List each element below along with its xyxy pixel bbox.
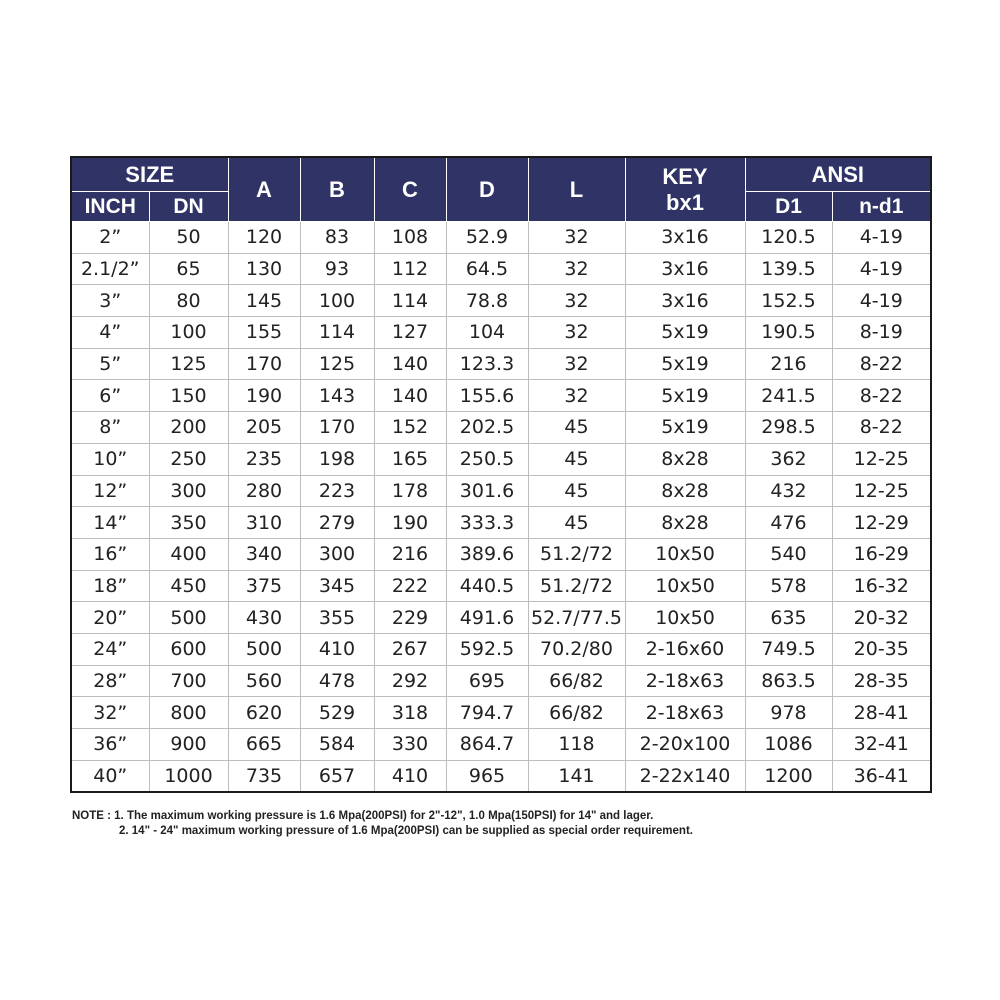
cell-a: 130 [228, 253, 300, 285]
cell-dn: 450 [149, 570, 228, 602]
table-row [71, 729, 931, 761]
cell-a: 120 [228, 222, 300, 254]
cell-d1: 1200 [745, 760, 832, 792]
cell-d: 78.8 [446, 285, 528, 317]
cell-nd1: 36-41 [832, 760, 931, 792]
table-row [71, 285, 931, 317]
header-dn: DN [149, 192, 228, 222]
cell-dn: 65 [149, 253, 228, 285]
cell-d: 965 [446, 760, 528, 792]
table-row [71, 665, 931, 697]
cell-d: 389.6 [446, 538, 528, 570]
table-row [71, 380, 931, 412]
cell-inch: 14” [71, 507, 149, 539]
cell-c: 165 [374, 443, 446, 475]
cell-a: 235 [228, 443, 300, 475]
cell-b: 125 [300, 348, 374, 380]
cell-c: 127 [374, 317, 446, 349]
cell-d1: 298.5 [745, 412, 832, 444]
cell-dn: 500 [149, 602, 228, 634]
cell-d: 52.9 [446, 222, 528, 254]
cell-d1: 635 [745, 602, 832, 634]
cell-a: 170 [228, 348, 300, 380]
table-row [71, 570, 931, 602]
cell-a: 665 [228, 729, 300, 761]
cell-b: 529 [300, 697, 374, 729]
header-b: B [300, 157, 374, 222]
cell-key: 2-18x63 [625, 665, 745, 697]
cell-a: 155 [228, 317, 300, 349]
cell-inch: 24” [71, 633, 149, 665]
cell-nd1: 20-35 [832, 633, 931, 665]
cell-d1: 1086 [745, 729, 832, 761]
cell-key: 10x50 [625, 602, 745, 634]
cell-key: 10x50 [625, 538, 745, 570]
table-row [71, 222, 931, 254]
cell-d1: 476 [745, 507, 832, 539]
cell-dn: 150 [149, 380, 228, 412]
cell-l: 32 [528, 348, 625, 380]
cell-key: 5x19 [625, 412, 745, 444]
cell-inch: 3” [71, 285, 149, 317]
cell-l: 45 [528, 443, 625, 475]
cell-d1: 216 [745, 348, 832, 380]
cell-c: 222 [374, 570, 446, 602]
cell-dn: 700 [149, 665, 228, 697]
cell-nd1: 8-19 [832, 317, 931, 349]
cell-key: 2-18x63 [625, 697, 745, 729]
cell-inch: 8” [71, 412, 149, 444]
cell-b: 657 [300, 760, 374, 792]
cell-key: 8x28 [625, 443, 745, 475]
cell-c: 112 [374, 253, 446, 285]
cell-dn: 400 [149, 538, 228, 570]
cell-dn: 200 [149, 412, 228, 444]
cell-d: 864.7 [446, 729, 528, 761]
cell-dn: 600 [149, 633, 228, 665]
cell-l: 32 [528, 317, 625, 349]
cell-l: 66/82 [528, 665, 625, 697]
header-key [625, 157, 745, 222]
cell-d: 202.5 [446, 412, 528, 444]
cell-l: 32 [528, 253, 625, 285]
header-nd1: n-d1 [832, 192, 931, 222]
cell-inch: 18” [71, 570, 149, 602]
cell-a: 145 [228, 285, 300, 317]
cell-l: 32 [528, 380, 625, 412]
cell-dn: 300 [149, 475, 228, 507]
cell-nd1: 28-41 [832, 697, 931, 729]
cell-d: 123.3 [446, 348, 528, 380]
cell-dn: 250 [149, 443, 228, 475]
cell-d: 104 [446, 317, 528, 349]
cell-nd1: 4-19 [832, 222, 931, 254]
cell-d1: 120.5 [745, 222, 832, 254]
cell-a: 620 [228, 697, 300, 729]
cell-d1: 190.5 [745, 317, 832, 349]
cell-l: 66/82 [528, 697, 625, 729]
cell-l: 32 [528, 222, 625, 254]
cell-d: 695 [446, 665, 528, 697]
note-line-1: NOTE : 1. The maximum working pressure is 1.6 Mpa(200PSI) for 2"-12", 1.0 Mpa(150PSI) for 14" and lager. [72, 810, 654, 822]
cell-d: 301.6 [446, 475, 528, 507]
cell-c: 140 [374, 348, 446, 380]
cell-nd1: 16-32 [832, 570, 931, 602]
cell-key: 3x16 [625, 253, 745, 285]
cell-b: 584 [300, 729, 374, 761]
cell-d: 250.5 [446, 443, 528, 475]
cell-b: 198 [300, 443, 374, 475]
cell-nd1: 12-25 [832, 475, 931, 507]
cell-b: 478 [300, 665, 374, 697]
cell-d1: 152.5 [745, 285, 832, 317]
cell-key: 10x50 [625, 570, 745, 602]
cell-l: 118 [528, 729, 625, 761]
cell-key: 5x19 [625, 317, 745, 349]
cell-inch: 2” [71, 222, 149, 254]
cell-nd1: 4-19 [832, 285, 931, 317]
cell-nd1: 8-22 [832, 380, 931, 412]
cell-d: 333.3 [446, 507, 528, 539]
cell-inch: 2.1/2” [71, 253, 149, 285]
cell-nd1: 32-41 [832, 729, 931, 761]
header-a: A [228, 157, 300, 222]
cell-b: 170 [300, 412, 374, 444]
cell-dn: 100 [149, 317, 228, 349]
cell-nd1: 16-29 [832, 538, 931, 570]
header-ansi: ANSI [745, 157, 931, 192]
cell-nd1: 12-25 [832, 443, 931, 475]
cell-inch: 28” [71, 665, 149, 697]
table-row [71, 697, 931, 729]
table-row [71, 507, 931, 539]
table-row [71, 633, 931, 665]
cell-key: 8x28 [625, 507, 745, 539]
cell-l: 52.7/77.5 [528, 602, 625, 634]
cell-b: 143 [300, 380, 374, 412]
cell-inch: 5” [71, 348, 149, 380]
cell-inch: 12” [71, 475, 149, 507]
cell-nd1: 8-22 [832, 412, 931, 444]
cell-a: 205 [228, 412, 300, 444]
cell-key: 8x28 [625, 475, 745, 507]
cell-c: 410 [374, 760, 446, 792]
table-row [71, 412, 931, 444]
cell-l: 32 [528, 285, 625, 317]
cell-inch: 32” [71, 697, 149, 729]
cell-a: 375 [228, 570, 300, 602]
cell-c: 152 [374, 412, 446, 444]
table-row [71, 602, 931, 634]
table-row [71, 317, 931, 349]
cell-dn: 50 [149, 222, 228, 254]
header-l: L [528, 157, 625, 222]
cell-l: 51.2/72 [528, 570, 625, 602]
table-header [71, 157, 931, 222]
cell-d1: 432 [745, 475, 832, 507]
cell-c: 114 [374, 285, 446, 317]
cell-inch: 20” [71, 602, 149, 634]
cell-a: 310 [228, 507, 300, 539]
note-line-2: 2. 14" - 24" maximum working pressure of 1.6 Mpa(200PSI) can be supplied as special order requirement. [119, 825, 693, 837]
cell-d1: 540 [745, 538, 832, 570]
cell-dn: 125 [149, 348, 228, 380]
cell-inch: 16” [71, 538, 149, 570]
cell-inch: 40” [71, 760, 149, 792]
dimension-table [70, 156, 932, 793]
table-row [71, 253, 931, 285]
cell-key: 2-20x100 [625, 729, 745, 761]
cell-c: 108 [374, 222, 446, 254]
table-row [71, 475, 931, 507]
cell-l: 70.2/80 [528, 633, 625, 665]
header-key-sub: bx1 [666, 189, 704, 215]
header-inch: INCH [71, 192, 149, 222]
cell-d: 794.7 [446, 697, 528, 729]
cell-b: 223 [300, 475, 374, 507]
cell-b: 279 [300, 507, 374, 539]
cell-c: 292 [374, 665, 446, 697]
cell-nd1: 28-35 [832, 665, 931, 697]
cell-a: 560 [228, 665, 300, 697]
cell-a: 190 [228, 380, 300, 412]
cell-a: 500 [228, 633, 300, 665]
header-d1: D1 [745, 192, 832, 222]
cell-b: 410 [300, 633, 374, 665]
cell-inch: 6” [71, 380, 149, 412]
cell-d: 155.6 [446, 380, 528, 412]
table-row [71, 348, 931, 380]
cell-nd1: 4-19 [832, 253, 931, 285]
cell-d: 491.6 [446, 602, 528, 634]
cell-b: 114 [300, 317, 374, 349]
cell-inch: 36” [71, 729, 149, 761]
cell-l: 45 [528, 475, 625, 507]
header-c: C [374, 157, 446, 222]
table-row [71, 538, 931, 570]
cell-d1: 139.5 [745, 253, 832, 285]
cell-key: 2-22x140 [625, 760, 745, 792]
cell-a: 430 [228, 602, 300, 634]
cell-b: 93 [300, 253, 374, 285]
cell-b: 300 [300, 538, 374, 570]
cell-d1: 863.5 [745, 665, 832, 697]
cell-inch: 10” [71, 443, 149, 475]
table-row [71, 760, 931, 792]
cell-dn: 900 [149, 729, 228, 761]
cell-dn: 80 [149, 285, 228, 317]
cell-dn: 1000 [149, 760, 228, 792]
cell-c: 178 [374, 475, 446, 507]
cell-d1: 749.5 [745, 633, 832, 665]
cell-key: 5x19 [625, 348, 745, 380]
cell-d: 64.5 [446, 253, 528, 285]
cell-key: 2-16x60 [625, 633, 745, 665]
cell-dn: 350 [149, 507, 228, 539]
header-d: D [446, 157, 528, 222]
notes-block [72, 809, 932, 839]
cell-inch: 4” [71, 317, 149, 349]
cell-b: 345 [300, 570, 374, 602]
cell-l: 141 [528, 760, 625, 792]
cell-nd1: 8-22 [832, 348, 931, 380]
cell-l: 45 [528, 507, 625, 539]
cell-b: 355 [300, 602, 374, 634]
cell-nd1: 12-29 [832, 507, 931, 539]
cell-c: 216 [374, 538, 446, 570]
table-row [71, 443, 931, 475]
cell-a: 340 [228, 538, 300, 570]
cell-c: 267 [374, 633, 446, 665]
cell-c: 318 [374, 697, 446, 729]
cell-d1: 241.5 [745, 380, 832, 412]
cell-key: 3x16 [625, 222, 745, 254]
cell-d1: 578 [745, 570, 832, 602]
cell-c: 330 [374, 729, 446, 761]
cell-a: 280 [228, 475, 300, 507]
cell-d: 592.5 [446, 633, 528, 665]
cell-d1: 978 [745, 697, 832, 729]
cell-a: 735 [228, 760, 300, 792]
cell-b: 100 [300, 285, 374, 317]
cell-key: 3x16 [625, 285, 745, 317]
cell-key: 5x19 [625, 380, 745, 412]
cell-c: 190 [374, 507, 446, 539]
header-key-label: KEY [662, 163, 708, 189]
cell-b: 83 [300, 222, 374, 254]
cell-l: 51.2/72 [528, 538, 625, 570]
table-body [71, 222, 931, 793]
header-size: SIZE [71, 157, 228, 192]
cell-nd1: 20-32 [832, 602, 931, 634]
cell-c: 140 [374, 380, 446, 412]
cell-c: 229 [374, 602, 446, 634]
cell-l: 45 [528, 412, 625, 444]
cell-d: 440.5 [446, 570, 528, 602]
cell-d1: 362 [745, 443, 832, 475]
cell-dn: 800 [149, 697, 228, 729]
